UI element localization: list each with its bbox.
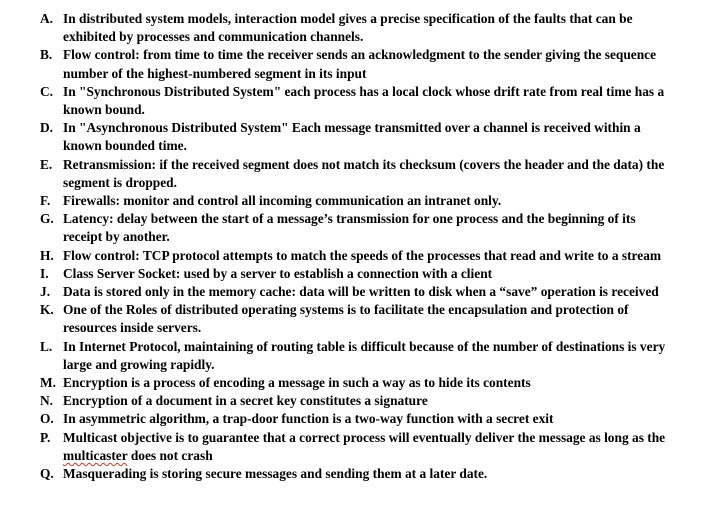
item-text: Flow control: TCP protocol attempts to match the speeds of the processes that read and write to a stream [63, 247, 662, 263]
item-letter: J. [40, 284, 51, 300]
item-letter: E. [40, 156, 53, 172]
list-item-o [0, 410, 710, 428]
item-letter: N. [40, 393, 54, 409]
item-letter: G. [40, 211, 54, 227]
list-item-l [0, 338, 710, 374]
list-item-g [0, 210, 710, 246]
list-item-c [0, 83, 710, 119]
item-text: Flow control: from time to time the receiver sends an acknowledgment to the sender giving the sequence number of the highest-numbered segment in its input [63, 47, 657, 81]
item-letter: F. [40, 193, 51, 209]
item-letter: P. [40, 429, 51, 445]
item-letter: K. [40, 302, 54, 318]
item-text: One of the Roles of distributed operating systems is to facilitate the encapsulation and protection of resources inside servers. [63, 302, 629, 336]
list-item-m [0, 374, 710, 392]
list-item-i [0, 265, 710, 283]
item-letter: Q. [40, 466, 54, 482]
list-item-n [0, 392, 710, 410]
item-text: Latency: delay between the start of a message’s transmission for one process and the beginning of its receipt by another. [63, 211, 636, 245]
item-letter: M. [40, 375, 56, 391]
item-letter: I. [40, 265, 49, 281]
list-item-b [0, 46, 710, 82]
item-text: In asymmetric algorithm, a trap-door function is a two-way function with a secret exit [63, 411, 554, 427]
list-item-q [0, 465, 710, 483]
item-text-before: Multicast objective is to guarantee that a correct process will eventually deliver the message as long as the [63, 429, 666, 445]
item-text-after: does not crash [127, 447, 213, 463]
list-item-h [0, 247, 710, 265]
item-text: Encryption is a process of encoding a message in such a way as to hide its contents [63, 375, 531, 391]
item-text: In Internet Protocol, maintaining of routing table is difficult because of the number of destinations is very large and growing rapidly. [63, 338, 666, 372]
statement-list [0, 10, 710, 483]
item-text: In distributed system models, interaction model gives a precise specification of the faults that can be exhibited by processes and communication channels. [63, 11, 633, 45]
item-text: Firewalls: monitor and control all incoming communication an intranet only. [63, 193, 502, 209]
item-text: Retransmission: if the received segment does not match its checksum (covers the header and the data) the segment is dropped. [63, 156, 665, 190]
item-letter: D. [40, 120, 54, 136]
list-item-p [0, 429, 710, 465]
item-text: Masquerading is storing secure messages and sending them at a later date. [63, 466, 488, 482]
list-item-e [0, 156, 710, 192]
item-text [63, 429, 672, 465]
item-letter: O. [40, 411, 54, 427]
item-letter: L. [40, 338, 53, 354]
item-text: Class Server Socket: used by a server to establish a connection with a client [63, 265, 493, 281]
item-text: In "Synchronous Distributed System" each process has a local clock whose drift rate from real time has a known bound. [63, 83, 665, 118]
list-item-a [0, 10, 710, 46]
item-text: Data is stored only in the memory cache: data will be written to disk when a “save” operation is received [63, 284, 659, 300]
item-text: In "Asynchronous Distributed System" Each message transmitted over a channel is received within a known bounded time. [63, 120, 641, 154]
list-item-j [0, 283, 710, 301]
item-letter: B. [40, 47, 53, 63]
list-item-k [0, 301, 710, 337]
item-letter: A. [40, 11, 54, 26]
item-letter: C. [40, 83, 54, 99]
spellcheck-flagged-word: multicaster [63, 447, 128, 463]
list-item-d [0, 119, 710, 155]
item-text: Encryption of a document in a secret key constitutes a signature [63, 393, 428, 409]
item-letter: H. [40, 247, 54, 263]
list-item-f [0, 192, 710, 210]
